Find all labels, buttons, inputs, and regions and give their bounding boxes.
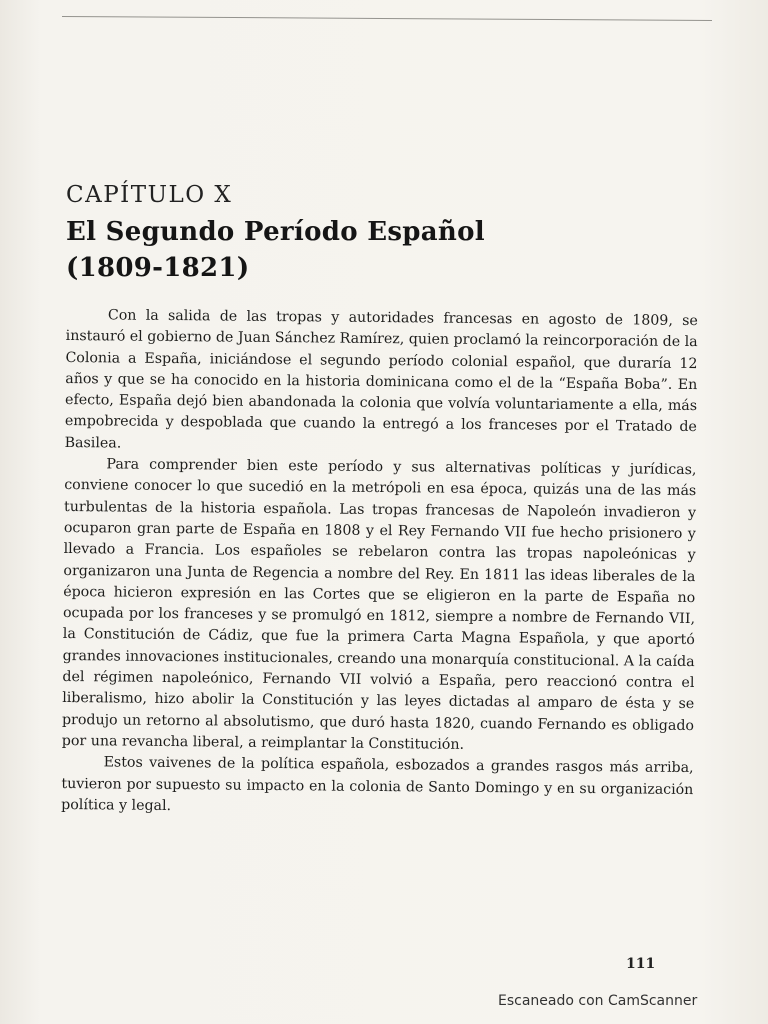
scanner-watermark: Escaneado con CamScanner [498,993,698,1009]
chapter-title [66,214,485,286]
chapter-title-line-2: (1809-1821) [66,253,250,283]
page-number: 111 [626,956,656,972]
chapter-label: CAPÍTULO X [66,182,233,208]
paragraph-3: Estos vaivenes de la política española, esbozados a grandes rasgos más arriba, tuvieron por supuesto su impacto en la colonia de Santo Domingo y en su organización política y legal. [61,754,694,814]
body-text [61,305,698,822]
paragraph-2: Para comprender bien este período y sus alternativas políticas y jurídicas, conviene conocer lo que sucedió en la metrópoli en esa época, quizás una de las más turbulentas de la historia española. Las tropas francesas de Napoleón invadieron y ocuparon gran parte de España en 1808 y el Rey Fernando VII fue hecho prisionero y llevado a Francia. Los españoles se rebelaron contra las tropas napoleónicas y organizaron una Junta de Regencia a nombre del Rey. En 1811 las ideas liberales de la época hicieron expresión en las Cortes que se eligieron en la parte de España no ocupada por los franceses y se promulgó en 1812, siempre a nombre de Fernando VII, la Constitución de Cádiz, que fue la primera Carta Magna Española, y que aportó grandes innovaciones institucionales, creando una monarquía constitucional. A la caída del régimen napoleónico, Fernando VII volvió a España, pero reaccionó contra el liberalismo, hizo abolir la Constitución y las leyes dictadas al amparo de ésta y se produjo un retorno al absolutismo, que duró hasta 1820, cuando Fernando es obligado por una revancha liberal, a reimplantar la Constitución. [61,456,697,753]
chapter-title-line-1: El Segundo Período Español [66,217,485,247]
header-rule [62,16,712,21]
paragraph-1: Con la salida de las tropas y autoridades francesas en agosto de 1809, se instauró el gobierno de Juan Sánchez Ramírez, quien proclamó la reincorporación de la Colonia a España, iniciándose el segundo período colonial español, que duraría 12 años y que se ha conocido en la historia dominicana como el de la “España Boba”. En efecto, España dejó bien abandonada la colonia que volvía voluntariamente a ella, más empobrecida y despoblada que cuando la entregó a los franceses por el Tratado de Basilea. [64,307,698,452]
